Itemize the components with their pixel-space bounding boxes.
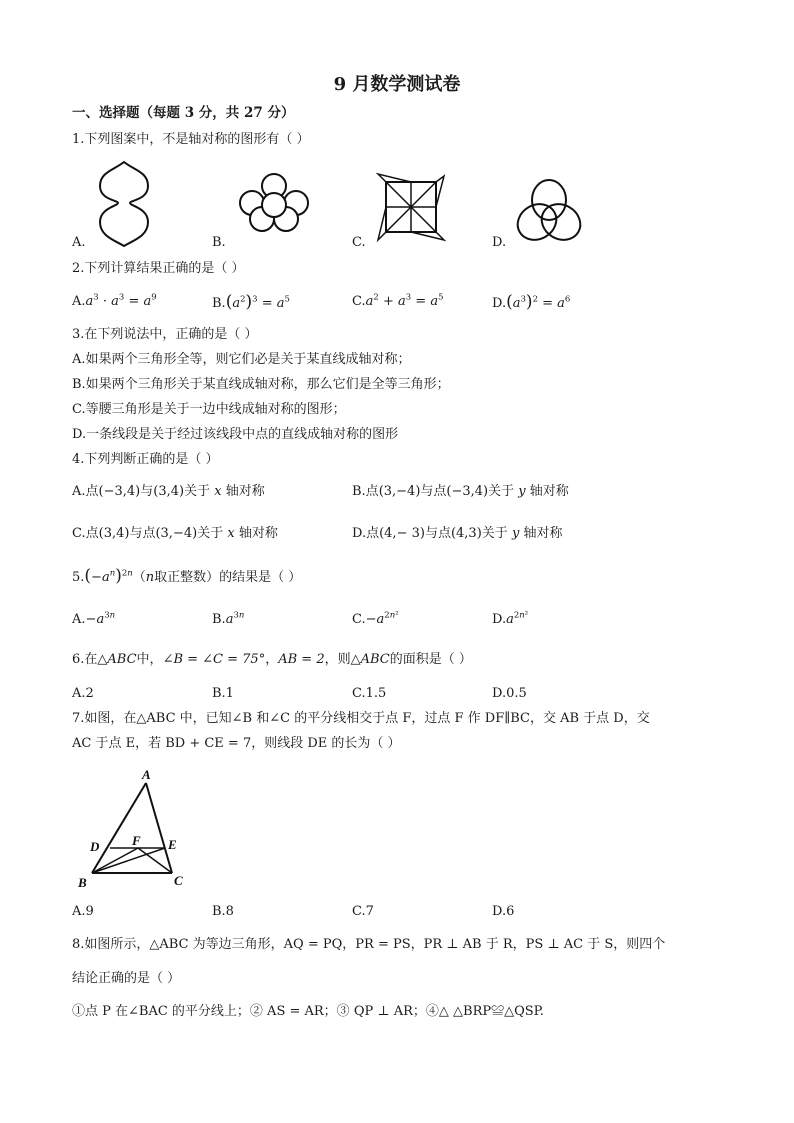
q1-option-b: B. <box>212 235 226 250</box>
page-title: 9 月数学测试卷 <box>333 74 461 95</box>
q5-option-d: $D.a^{2n^2}$ <box>492 610 529 627</box>
label-b: B <box>78 875 87 890</box>
q7-stem-line1: 7.如图，在△ABC 中，已知∠B 和∠C 的平分线相交于点 F，过点 F 作 DF∥BC，交 AB 于点 D，交 <box>72 711 650 726</box>
label-d: D <box>90 839 100 854</box>
q3-option-b: B.如果两个三角形关于某直线成轴对称，那么它们是全等三角形； <box>72 377 450 392</box>
label-c: C <box>174 873 183 888</box>
q8-stem-line1: 8.如图所示，△ABC 为等边三角形，AQ = PQ，PR = PS，PR ⊥ AB 于 R，PS ⊥ AC 于 S，则四个 <box>72 937 666 952</box>
label-a: A <box>142 767 151 782</box>
q4-stem: 4.下列判断正确的是（ ） <box>72 452 219 467</box>
q1-figure-b <box>234 172 314 234</box>
q8-stem-line2: 结论正确的是（ ） <box>72 971 181 986</box>
q5-option-a: $A.-a^{3n}$ <box>72 610 116 627</box>
q4-option-d: D.点(4,− 3)与点(4,3)关于 y 轴对称 <box>352 526 563 541</box>
q7-option-a: A.9 <box>72 904 94 919</box>
label-f: F <box>132 833 141 848</box>
q1-stem: 1.下列图案中，不是轴对称的图形有（ ） <box>72 132 310 147</box>
q2-stem: 2.下列计算结果正确的是（ ） <box>72 261 245 276</box>
q2-option-a: $A.a^3 \cdot a^3 = a^9$ <box>72 292 157 309</box>
q1-figure-d <box>514 178 584 248</box>
q6-option-a: A.2 <box>72 686 94 701</box>
q2-option-c: $C.a^2 + a^3 = a^5$ <box>352 292 444 309</box>
q7-stem-line2: AC 于点 E，若 BD + CE = 7，则线段 DE 的长为（ ） <box>72 736 401 751</box>
section-heading: 一、选择题（每题 3 分，共 27 分） <box>72 105 295 121</box>
q7-option-c: C.7 <box>352 904 374 919</box>
q1-option-d: D. <box>492 235 507 250</box>
label-e: E <box>168 837 177 852</box>
q6-stem: 6.在△ABC中，∠B = ∠C = 75°，AB = 2，则△ABC的面积是（ ） <box>72 652 472 667</box>
q7-triangle-figure <box>72 765 202 893</box>
q4-option-a: A.点(−3,4)与(3,4)关于 x 轴对称 <box>72 484 265 499</box>
q6-option-c: C.1.5 <box>352 686 387 701</box>
q7-option-b: B.8 <box>212 904 234 919</box>
q6-option-d: D.0.5 <box>492 686 527 701</box>
q2-option-d: $D.(a^3)^2 = a^6$ <box>492 292 571 312</box>
q4-option-b: B.点(3,−4)与点(−3,4)关于 y 轴对称 <box>352 484 569 499</box>
q3-option-d: D.一条线段是关于经过该线段中点的直线成轴对称的图形 <box>72 427 399 442</box>
q5-option-c: $C.-a^{2n^2}$ <box>352 610 399 627</box>
q5-stem: $5.(-a^n)^{2n}(n$取正整数）的结果是（ ） <box>72 566 302 586</box>
q1-option-c: C. <box>352 235 366 250</box>
q7-option-d: D.6 <box>492 904 515 919</box>
q2-option-b: $B.(a^2)^3 = a^5$ <box>212 292 290 312</box>
q1-figure-a <box>92 158 156 248</box>
q8-conclusions: ①点 P 在∠BAC 的平分线上；② AS = AR；③ QP ⊥ AR；④△ △BRP≌△QSP. <box>72 1004 544 1019</box>
q3-option-c: C.等腰三角形是关于一边中线成轴对称的图形； <box>72 402 346 417</box>
q4-option-c: C.点(3,4)与点(3,−4)关于 x 轴对称 <box>72 526 278 541</box>
q5-option-b: $B.a^{3n}$ <box>212 610 245 627</box>
q1-figure-c <box>374 172 450 244</box>
q3-option-a: A.如果两个三角形全等，则它们必是关于某直线成轴对称； <box>72 352 411 367</box>
q6-option-b: B.1 <box>212 686 234 701</box>
q1-option-a: A. <box>72 235 86 250</box>
q3-stem: 3.在下列说法中，正确的是（ ） <box>72 327 258 342</box>
